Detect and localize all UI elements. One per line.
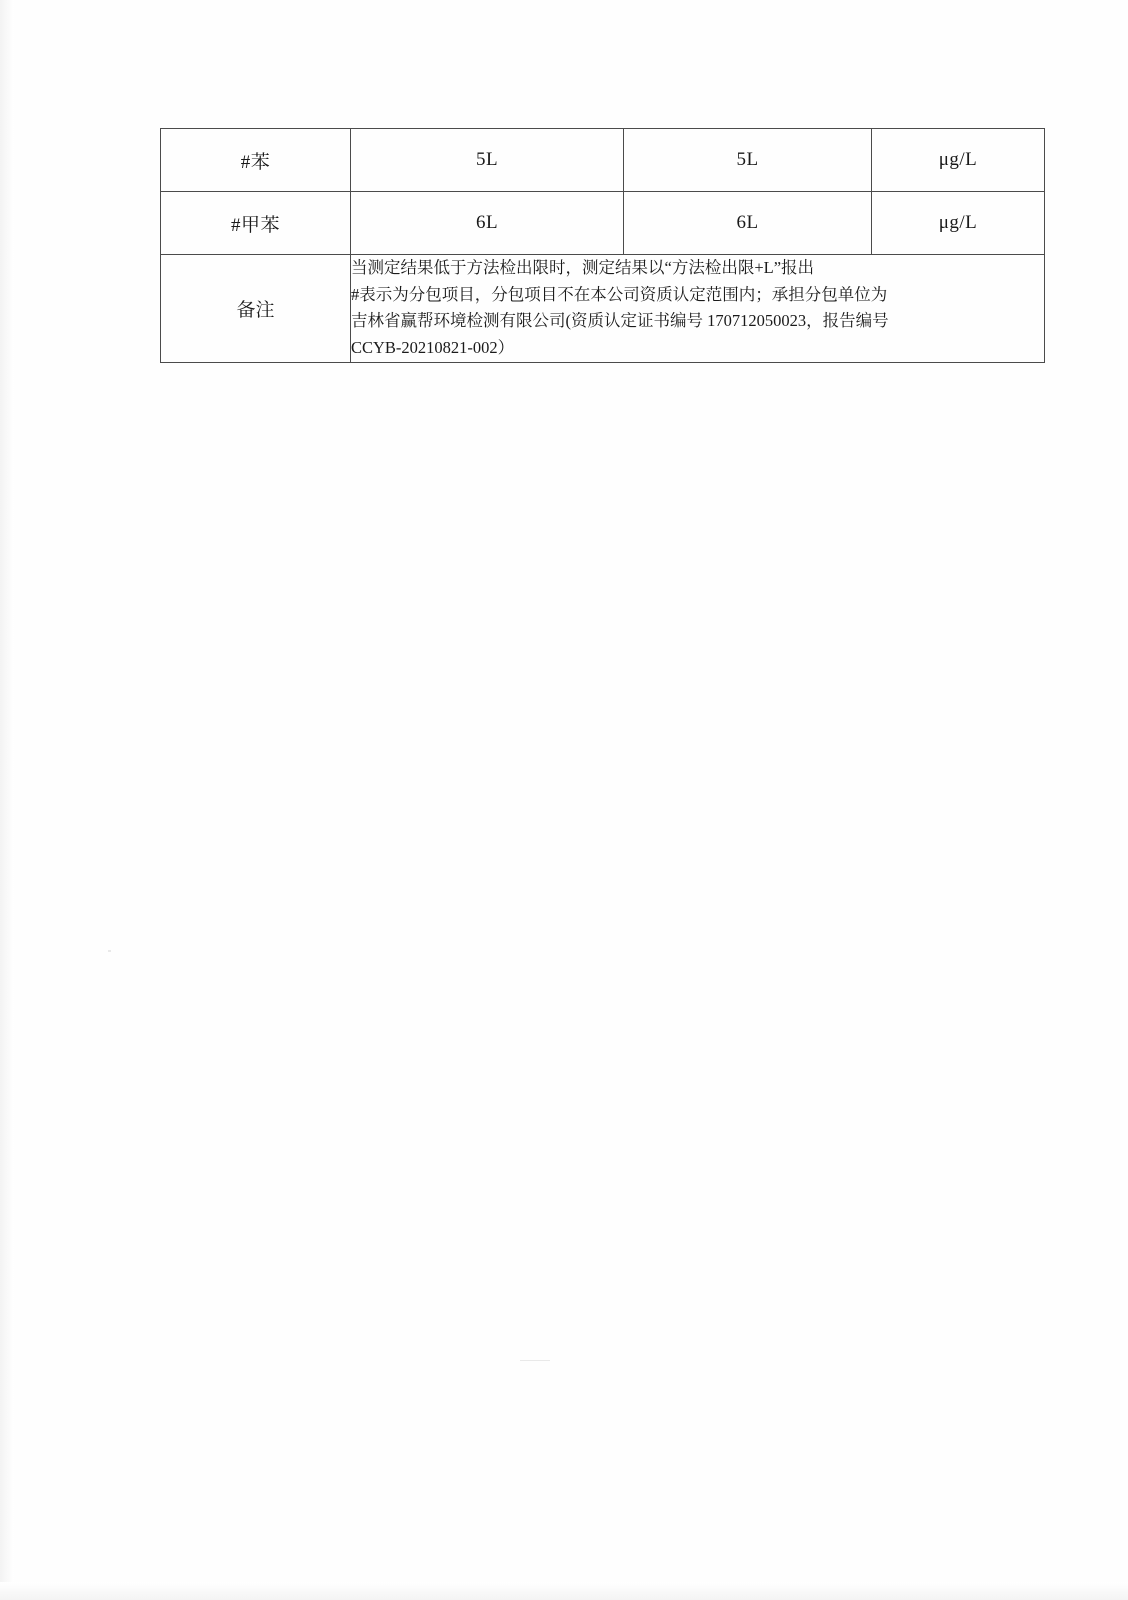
remark-line-3: 吉林省赢帮环境检测有限公司(资质认定证书编号 170712050023，报告编号: [351, 311, 889, 331]
unit-value: μg/L: [872, 192, 1045, 255]
remark-row: [161, 255, 1045, 363]
detection-limit-value: 6L: [351, 192, 624, 255]
scan-edge-bottom: [0, 1582, 1128, 1600]
remark-text: [351, 255, 1045, 363]
result-value: 6L: [624, 192, 872, 255]
scan-speck: [520, 1360, 550, 1361]
remark-line-4: CCYB-20210821-002）: [351, 338, 515, 358]
remark-line-2: #表示为分包项目，分包项目不在本公司资质认定范围内；承担分包单位为: [351, 284, 888, 304]
remark-line-1: 当测定结果低于方法检出限时，测定结果以“方法检出限+L”报出: [351, 258, 815, 277]
result-value: 5L: [624, 129, 872, 192]
parameter-name: #苯: [161, 129, 351, 192]
detection-limit-value: 5L: [351, 129, 624, 192]
results-table: [160, 128, 1045, 363]
table-row: [161, 192, 1045, 255]
scan-edge-left: [0, 0, 14, 1600]
parameter-name: #甲苯: [161, 192, 351, 255]
scan-speck: [108, 950, 111, 952]
remark-label: 备注: [161, 255, 351, 363]
unit-value: μg/L: [872, 129, 1045, 192]
table-row: [161, 129, 1045, 192]
